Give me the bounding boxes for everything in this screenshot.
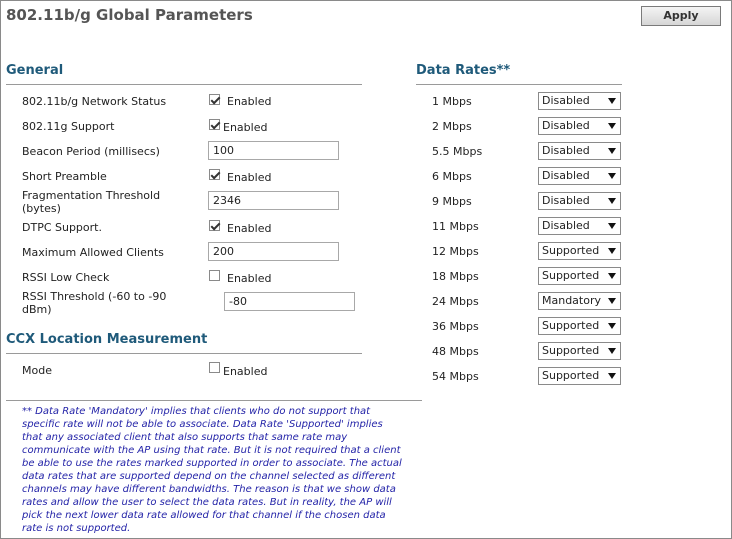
rssi-low-check-label: RSSI Low Check bbox=[22, 271, 110, 284]
rate-select-value: Disabled bbox=[542, 219, 590, 232]
general-section-title: General bbox=[6, 63, 64, 78]
rate-select[interactable] bbox=[538, 192, 621, 210]
network-status-checkbox[interactable] bbox=[209, 94, 220, 105]
chevron-down-icon bbox=[608, 123, 616, 129]
rate-select[interactable] bbox=[538, 242, 621, 260]
chevron-down-icon bbox=[608, 373, 616, 379]
footnote-divider bbox=[6, 400, 422, 401]
ccx-divider bbox=[6, 353, 362, 354]
beacon-period-input[interactable] bbox=[208, 141, 339, 160]
rssi-threshold-label-line2: dBm) bbox=[22, 303, 52, 316]
footnote: ** Data Rate 'Mandatory' implies that clients who do not support that specific rate will not be able to associate. Data Rate 'Supported' implies that any associated client that also supports that same rate may communicate with the AP using that rate. But it is not required that a client be able to use the rates marked supported in order to associate. The actual data rates that are supported depend on the channel selected as different channels may have different bandwidths. The reason is that we show data rates and allow the user to select the data rates. But in reality, the AP will pick the next lower data rate allowed for that channel if the chosen data rate is not supported. bbox=[22, 406, 402, 534]
short-preamble-label: Short Preamble bbox=[22, 170, 107, 183]
ccx-section-title: CCX Location Measurement bbox=[6, 332, 208, 347]
frag-threshold-label-line1: Fragmentation Threshold bbox=[22, 189, 161, 202]
rate-select-value: Disabled bbox=[542, 144, 590, 157]
rate-label: 24 Mbps bbox=[432, 295, 479, 308]
apply-button[interactable]: Apply bbox=[641, 6, 721, 26]
rate-label: 1 Mbps bbox=[432, 95, 472, 108]
rate-select[interactable] bbox=[538, 117, 621, 135]
page-title: 802.11b/g Global Parameters bbox=[6, 6, 253, 24]
rate-select-value: Supported bbox=[542, 269, 600, 282]
chevron-down-icon bbox=[608, 273, 616, 279]
beacon-period-label: Beacon Period (millisecs) bbox=[22, 145, 160, 158]
rssi-threshold-label-line1: RSSI Threshold (-60 to -90 bbox=[22, 290, 167, 303]
rate-label: 48 Mbps bbox=[432, 345, 479, 358]
rate-label: 11 Mbps bbox=[432, 220, 479, 233]
chevron-down-icon bbox=[608, 148, 616, 154]
rate-select-value: Disabled bbox=[542, 119, 590, 132]
rate-select-value: Disabled bbox=[542, 194, 590, 207]
chevron-down-icon bbox=[608, 223, 616, 229]
rate-select-value: Mandatory bbox=[542, 294, 602, 307]
chevron-down-icon bbox=[608, 298, 616, 304]
rssi-threshold-input[interactable] bbox=[224, 292, 355, 311]
rssi-low-check-checkbox[interactable] bbox=[209, 270, 220, 281]
rate-label: 5.5 Mbps bbox=[432, 145, 483, 158]
network-status-enabled-label: Enabled bbox=[227, 95, 272, 108]
dtpc-label: DTPC Support. bbox=[22, 221, 102, 234]
g-support-label: 802.11g Support bbox=[22, 120, 115, 133]
chevron-down-icon bbox=[608, 198, 616, 204]
ccx-mode-checkbox[interactable] bbox=[209, 362, 220, 373]
g-support-enabled-label: Enabled bbox=[223, 121, 268, 134]
rate-select[interactable] bbox=[538, 267, 621, 285]
frag-threshold-input[interactable] bbox=[208, 191, 339, 210]
frag-threshold-label-line2: (bytes) bbox=[22, 202, 61, 215]
short-preamble-checkbox[interactable] bbox=[209, 169, 220, 180]
rate-select[interactable] bbox=[538, 217, 621, 235]
rate-select[interactable] bbox=[538, 367, 621, 385]
rate-select[interactable] bbox=[538, 292, 621, 310]
chevron-down-icon bbox=[608, 98, 616, 104]
dtpc-enabled-label: Enabled bbox=[227, 222, 272, 235]
short-preamble-enabled-label: Enabled bbox=[227, 171, 272, 184]
network-status-label: 802.11b/g Network Status bbox=[22, 95, 167, 108]
data-rates-section-title: Data Rates** bbox=[416, 63, 511, 78]
rate-select-value: Disabled bbox=[542, 94, 590, 107]
rate-select[interactable] bbox=[538, 317, 621, 335]
rate-select[interactable] bbox=[538, 92, 621, 110]
data-rates-divider bbox=[416, 84, 622, 85]
g-support-checkbox[interactable] bbox=[209, 119, 220, 130]
rate-select[interactable] bbox=[538, 167, 621, 185]
chevron-down-icon bbox=[608, 248, 616, 254]
rate-label: 9 Mbps bbox=[432, 195, 472, 208]
rate-select[interactable] bbox=[538, 342, 621, 360]
rate-select-value: Supported bbox=[542, 244, 600, 257]
chevron-down-icon bbox=[608, 173, 616, 179]
rate-label: 12 Mbps bbox=[432, 245, 479, 258]
rate-label: 18 Mbps bbox=[432, 270, 479, 283]
rate-select-value: Supported bbox=[542, 319, 600, 332]
rate-label: 36 Mbps bbox=[432, 320, 479, 333]
dtpc-checkbox[interactable] bbox=[209, 220, 220, 231]
chevron-down-icon bbox=[608, 348, 616, 354]
rate-label: 6 Mbps bbox=[432, 170, 472, 183]
rate-label: 54 Mbps bbox=[432, 370, 479, 383]
rssi-low-check-enabled-label: Enabled bbox=[227, 272, 272, 285]
max-clients-label: Maximum Allowed Clients bbox=[22, 246, 164, 259]
general-divider bbox=[6, 84, 362, 85]
rate-select-value: Supported bbox=[542, 344, 600, 357]
rate-select[interactable] bbox=[538, 142, 621, 160]
rate-select-value: Disabled bbox=[542, 169, 590, 182]
max-clients-input[interactable] bbox=[208, 242, 339, 261]
rate-label: 2 Mbps bbox=[432, 120, 472, 133]
chevron-down-icon bbox=[608, 323, 616, 329]
ccx-mode-label: Mode bbox=[22, 364, 52, 377]
ccx-mode-enabled-label: Enabled bbox=[223, 365, 268, 378]
rate-select-value: Supported bbox=[542, 369, 600, 382]
